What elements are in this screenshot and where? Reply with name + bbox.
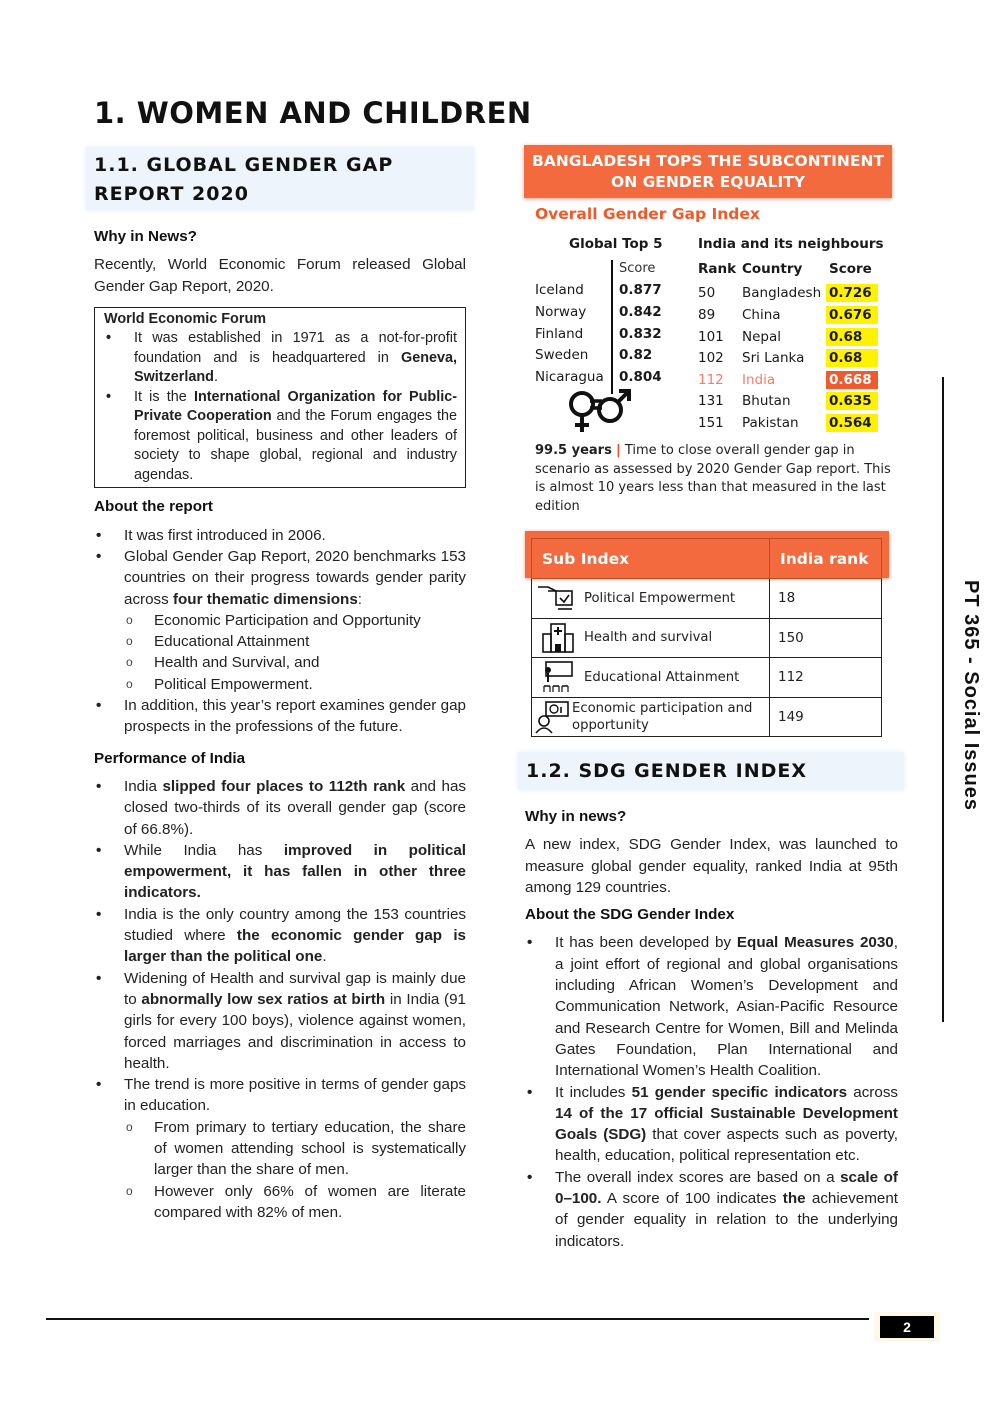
list-item: • Widening of Health and survival gap is mainly due to abnormally low sex ratios at birth in India (91 girls for every 100 boys), violence against women, forced marriages and discrimination in access to health.: [94, 968, 466, 1074]
classroom-icon: [532, 659, 584, 695]
neighbours-title: India and its neighbours: [698, 236, 884, 252]
dimension-item: o Political Empowerment.: [124, 674, 466, 695]
page-number-box: [874, 1312, 940, 1342]
dimension-item: o Economic Participation and Opportunity: [124, 610, 466, 631]
education-sub-list: [124, 1117, 466, 1223]
why-in-news-label: Why in news?: [525, 808, 627, 825]
ballot-icon: [532, 580, 584, 616]
sdg-list: [525, 932, 898, 1251]
gender-equality-icon: [566, 388, 636, 442]
table-row: Health and survival 150: [532, 618, 882, 658]
neighbour-row: 101 Nepal 0.68: [698, 329, 888, 350]
header-score: Score: [829, 261, 872, 277]
side-tab-label: PT 365 - Social Issues: [960, 580, 982, 811]
header-rank: Rank: [698, 261, 737, 277]
list-item: • India is the only country among the 153 countries studied where the economic gender gap is larger than the political one.: [94, 904, 466, 968]
neighbour-row: 151 Pakistan 0.564: [698, 415, 888, 436]
wef-item: • It is the International Organization for Public-Private Cooperation and the Forum engages the foremost political, business and other leaders of society to shape global, regional and industry agendas.: [104, 388, 457, 486]
dimension-item: o Educational Attainment: [124, 631, 466, 652]
list-item: • It was first introduced in 2006.: [94, 525, 466, 546]
performance-list: [94, 776, 466, 1223]
neighbour-row-india: 112 India 0.668: [698, 372, 888, 393]
dimensions-list: [124, 610, 466, 695]
page-title: 1. WOMEN AND CHILDREN: [94, 96, 532, 130]
header-country: Country: [742, 261, 803, 277]
table-row: Economic participation and opportunity 149: [532, 697, 882, 737]
list-item: • The overall index scores are based on a scale of 0–100. A score of 100 indicates the achievement of gender equality in relation to the underlying indicators.: [525, 1167, 898, 1252]
left-column: [94, 220, 466, 1223]
about-report-list: [94, 525, 466, 738]
header-india-rank: India rank: [770, 539, 882, 579]
about-sdg-label: About the SDG Gender Index: [525, 906, 735, 924]
why-in-news-text: A new index, SDG Gender Index, was launched to measure global gender equality, ranked India at 95th among 129 countries.: [525, 836, 898, 896]
footer-divider: [46, 1318, 869, 1320]
right-column: [525, 800, 898, 1252]
list-item: • In addition, this year’s report examines gender gap prospects in the professions of the future.: [94, 695, 466, 738]
top5-title: Global Top 5: [569, 236, 663, 252]
side-divider: [942, 377, 944, 1022]
list-item: • It has been developed by Equal Measures 2030, a joint effort of regional and global organisations including African Women’s Development and Communication Network, Asian-Pacific Resource and Research Centre for Women, Bill and Melinda Gates Foundation, Plan International and International Women’s Health Coalition.: [525, 932, 898, 1081]
top5-row: Nicaragua 0.804: [535, 369, 662, 385]
dimension-item: o Health and Survival, and: [124, 652, 466, 673]
why-in-news-text: Recently, World Economic Forum released Global Gender Gap Report, 2020.: [94, 256, 466, 295]
list-item: • India slipped four places to 112th rank and has closed two-thirds of its overall gender gap (score of 66.8%).: [94, 776, 466, 840]
top5-score-header: Score: [619, 261, 656, 276]
sub-index-table: [531, 538, 882, 737]
infographic-banner: BANGLADESH TOPS THE SUBCONTINENT ON GENDER EQUALITY: [524, 145, 892, 198]
top5-row: Norway 0.842: [535, 304, 662, 320]
table-row: Educational Attainment 112: [532, 658, 882, 698]
list-item: • While India has improved in political empowerment, it has fallen in other three indicators.: [94, 840, 466, 904]
page-number: 2: [880, 1316, 934, 1338]
header-sub-index: Sub Index: [532, 539, 770, 579]
list-item: • It includes 51 gender specific indicators across 14 of the 17 official Sustainable Development Goals (SDG) that cover aspects such as poverty, health, education, political representation etc.: [525, 1082, 898, 1167]
neighbour-row: 89 China 0.676: [698, 307, 888, 328]
wef-item: • It was established in 1971 as a not-for-profit foundation and is headquartered in Geneva, Switzerland.: [104, 329, 457, 388]
top5-row: Iceland 0.877: [535, 282, 662, 298]
years-note: 99.5 years | Time to close overall gender gap in scenario as assessed by 2020 Gender Gap report. This is almost 10 years less than that measured in the last edition: [535, 443, 891, 514]
list-item: • Global Gender Gap Report, 2020 benchmarks 153 countries on their progress towards gender parity across four thematic dimensions: o Economic Participation and Opportunity o Educational Attainment o Health and Survival, and o Political Empowerment.: [94, 546, 466, 695]
top5-row: Finland 0.832: [535, 326, 662, 342]
about-report-label: About the report: [94, 498, 213, 516]
sub-item: o From primary to tertiary education, the share of women attending school is systematically larger than the share of men.: [124, 1117, 466, 1181]
performance-label: Performance of India: [94, 749, 246, 767]
neighbour-row: 50 Bangladesh 0.726: [698, 285, 888, 306]
neighbour-row: 102 Sri Lanka 0.68: [698, 350, 888, 371]
neighbour-row: 131 Bhutan 0.635: [698, 393, 888, 414]
top5-row: Sweden 0.82: [535, 347, 653, 363]
wef-info-box: [94, 307, 466, 489]
sub-item: o However only 66% of women are literate compared with 82% of men.: [124, 1181, 466, 1224]
table-row: Political Empowerment 18: [532, 579, 882, 619]
section-heading-sdg-gender-index: 1.2. SDG GENDER INDEX: [518, 752, 904, 790]
infographic-subtitle: Overall Gender Gap Index: [535, 205, 760, 223]
section-heading-global-gender-gap: 1.1. GLOBAL GENDER GAP REPORT 2020: [86, 147, 474, 210]
why-in-news-label: Why in News?: [94, 228, 197, 245]
wef-box-title: World Economic Forum: [104, 310, 267, 327]
economy-icon: [532, 699, 572, 735]
list-item: • The trend is more positive in terms of gender gaps in education. o From primary to tertiary education, the share of women attending school is systematically larger than the share of men. o However only 66% of women are literate compared with 82% of men.: [94, 1074, 466, 1223]
hospital-icon: [532, 620, 584, 656]
